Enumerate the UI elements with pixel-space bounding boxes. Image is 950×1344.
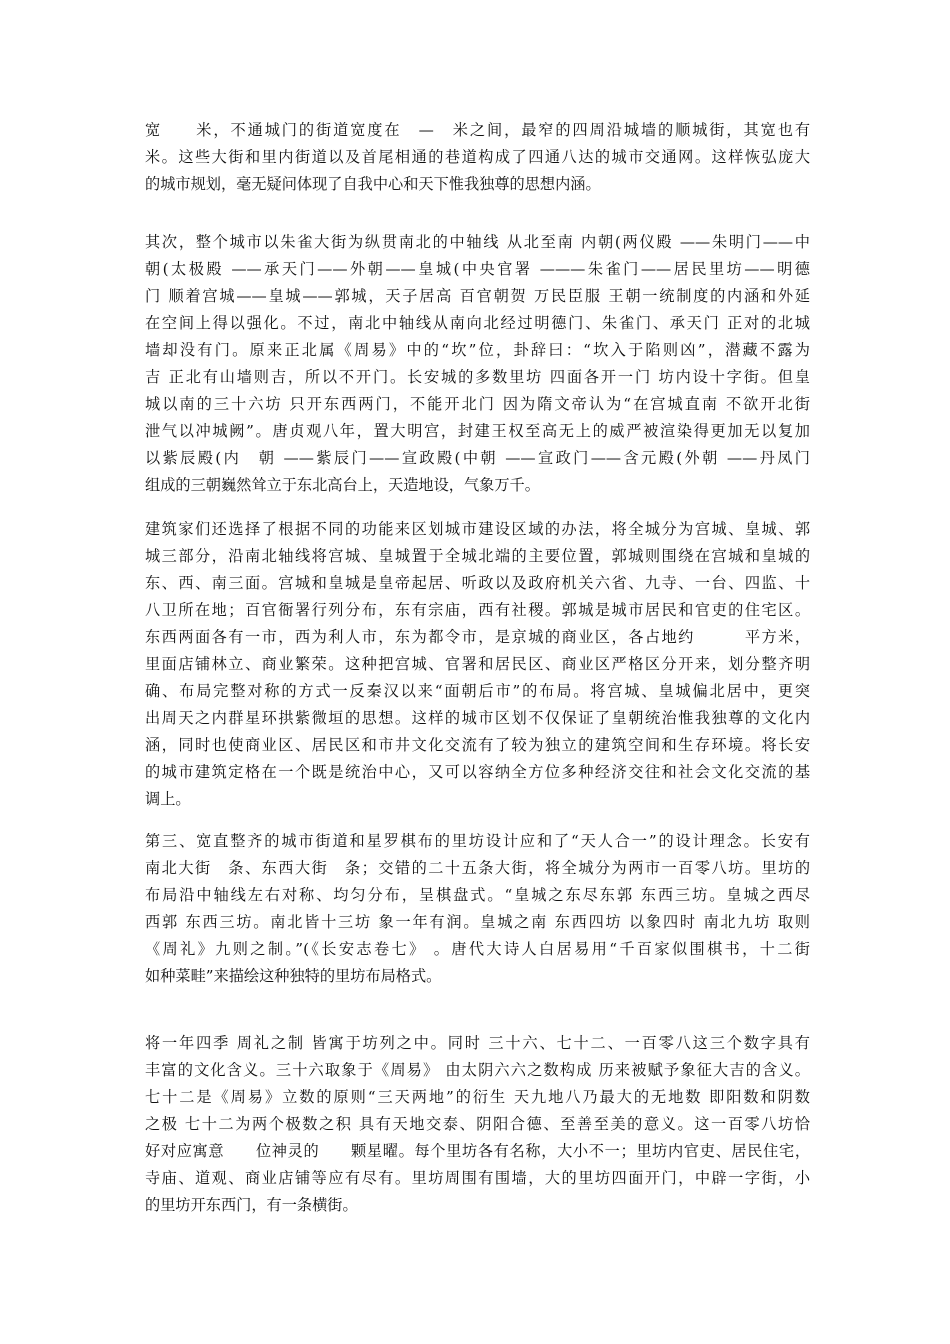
text-line: 第三、宽直整齐的城市街道和星罗棋布的里坊设计应和了“天人合一”的设计理念。长安有	[145, 832, 810, 850]
text-line: 里面店铺林立、商业繁荣。这种把宫城、官署和居民区、商业区严格区分开来，划分整齐明	[145, 655, 810, 673]
text-line: 布局沿中轴线左右对称、均匀分布，呈棋盘式。“皇城之东尽东郭 东西三坊。皇城之西尽	[145, 886, 810, 904]
text-line: 南北大街 条、东西大街 条；交错的二十五条大街，将全城分为两市一百零八坊。里坊的	[145, 859, 810, 877]
text-line: 如种菜畦”来描绘这种独特的里坊布局格式。	[145, 967, 442, 985]
text-line: 西郭 东西三坊。南北皆十三坊 象一年有润。皇城之南 东西四坊 以象四时 南北九坊 取则	[145, 913, 810, 931]
paragraph-central-axis	[145, 229, 810, 499]
text-line: 建筑家们还选择了根据不同的功能来区划城市建设区域的办法，将全城分为宫城、皇城、郭	[145, 520, 810, 538]
text-line: 城三部分，沿南北轴线将宫城、皇城置于全城北端的主要位置，郭城则围绕在宫城和皇城的	[145, 547, 810, 565]
text-line: 之极 七十二为两个极数之积 具有天地交泰、阴阳合德、至善至美的意义。这一百零八坊恰	[145, 1115, 810, 1133]
text-line: 将一年四季 周礼之制 皆寓于坊列之中。同时 三十六、七十二、一百零八这三个数字具有	[145, 1034, 810, 1052]
text-line: 出周天之内群星环拱紫微垣的思想。这样的城市区划不仅保证了皇朝统治惟我独尊的文化内	[145, 709, 810, 727]
text-line: 涵，同时也使商业区、居民区和市井文化交流有了较为独立的建筑空间和生存环境。将长安	[145, 736, 810, 754]
text-line: 门 顺着宫城——皇城——郭城，天子居高 百官朝贺 万民臣服 王朝一统制度的内涵和外延	[145, 287, 810, 305]
text-line: 泄气以冲城阙”。唐贞观八年，置大明宫，封建王权至高无上的威严被渲染得更加无以复加	[145, 422, 810, 440]
text-line: 以紫辰殿(内 朝 ——紫辰门——宣政殿(中朝 ——宣政门——含元殿(外朝 ——丹凤门	[145, 449, 810, 467]
text-line: 米。这些大街和里内街道以及首尾相通的巷道构成了四通八达的城市交通网。这样恢弘庞大	[145, 148, 810, 166]
paragraph-street-grid	[145, 828, 810, 990]
text-line: 的城市规划，毫无疑问体现了自我中心和天下惟我独尊的思想内涵。	[145, 175, 601, 193]
text-line: 吉 正北有山墙则吉，所以不开门。长安城的多数里坊 四面各开一门 坊内设十字街。但皇	[145, 368, 810, 386]
text-line: 墙却没有门。原来正北属《周易》中的“坎”位，卦辞曰：“坎入于陷则凶”，潜藏不露为	[145, 341, 810, 359]
text-line: 调上。	[145, 790, 191, 808]
text-line: 《周礼》九则之制。”(《长安志卷七》 。唐代大诗人白居易用“千百家似围棋书，十二街	[145, 940, 810, 958]
text-line: 确、布局完整对称的方式一反秦汉以来“面朝后市”的布局。将宫城、皇城偏北居中，更突	[145, 682, 810, 700]
text-line: 城以南的三十六坊 只开东西两门，不能开北门 因为隋文帝认为“在宫城直南 不欲开北街	[145, 395, 810, 413]
paragraph-street-widths	[145, 117, 810, 198]
paragraph-numerology	[145, 1030, 810, 1219]
text-line: 丰富的文化含义。三十六取象于《周易》 由太阴六六之数构成 历来被赋予象征大吉的含义。	[145, 1061, 810, 1079]
text-line: 的城市建筑定格在一个既是统治中心，又可以容纳全方位多种经济交往和社会文化交流的基	[145, 763, 810, 781]
text-line: 东、西、南三面。宫城和皇城是皇帝起居、听政以及政府机关六省、九寺、一台、四监、十	[145, 574, 810, 592]
text-line: 东西两面各有一市，西为利人市，东为都令市，是京城的商业区，各占地约 平方米，	[145, 628, 810, 646]
text-line: 寺庙、道观、商业店铺等应有尽有。里坊周围有围墙，大的里坊四面开门，中辟一字街，小	[145, 1169, 810, 1187]
paragraph-functional-zones	[145, 516, 810, 813]
text-line: 好对应寓意 位神灵的 颗星曜。每个里坊各有名称，大小不一；里坊内官吏、居民住宅，	[145, 1142, 810, 1160]
text-line: 宽 米，不通城门的街道宽度在 — 米之间，最窄的四周沿城墙的顺城街，其宽也有	[145, 121, 810, 139]
text-line: 八卫所在地；百官衙署行列分布，东有宗庙，西有社稷。郭城是城市居民和官吏的住宅区。	[145, 601, 810, 619]
text-line: 的里坊开东西门，有一条横街。	[145, 1196, 358, 1214]
text-line: 其次，整个城市以朱雀大街为纵贯南北的中轴线 从北至南 内朝(两仪殿 ——朱明门——中	[145, 233, 810, 251]
text-line: 在空间上得以强化。不过，南北中轴线从南向北经过明德门、朱雀门、承天门 正对的北城	[145, 314, 810, 332]
text-line: 七十二是《周易》立数的原则“三天两地”的衍生 天九地八乃最大的无地数 即阳数和阴数	[145, 1088, 810, 1106]
text-line: 组成的三朝巍然耸立于东北高台上，天造地设，气象万千。	[145, 476, 540, 494]
text-line: 朝(太极殿 ——承天门——外朝——皇城(中央官署 ———朱雀门——居民里坊——明德	[145, 260, 810, 278]
